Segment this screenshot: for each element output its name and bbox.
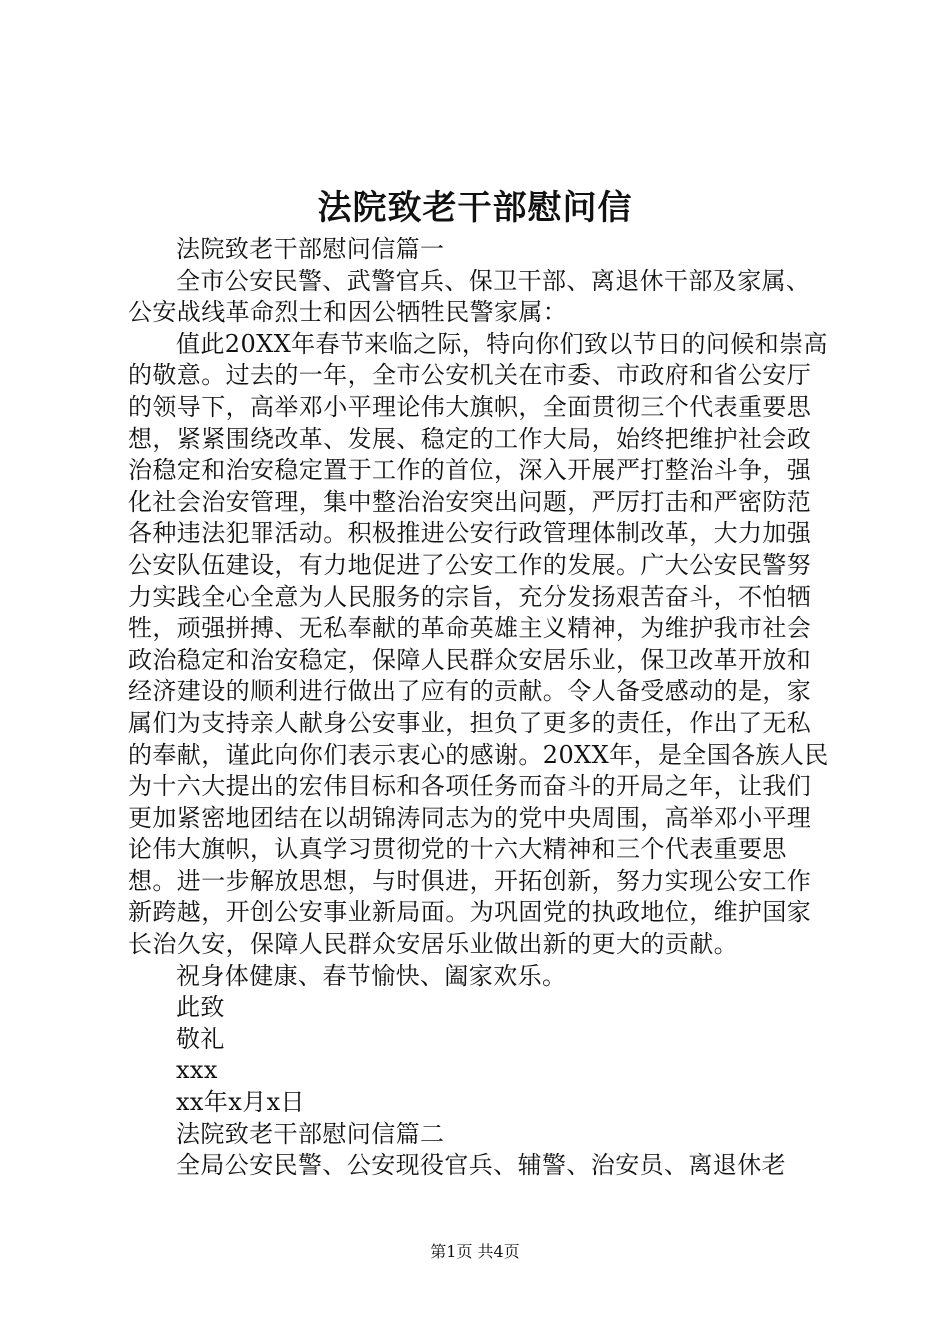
closing-line-1: 此致 — [176, 993, 225, 1022]
second-letter-opening: 全局公安民警、公安现役官兵、辅警、治安员、离退休老 — [176, 1151, 786, 1180]
main-body-paragraph: 值此20XX年春节来临之际，特向你们致以节日的问候和崇高的敬意。过去的一年，全市公安机关在市委、市政府和省公安厅的领导下，高举邓小平理论伟大旗帜，全面贯彻三个代表重要思想，紧紧围绕改革、发展、稳定的工作大局，始终把维护社会政治稳定和治安稳定置于工作的首位，深入开展严打整治斗争，强化社会治安管理，集中整治治安突出问题，严厉打击和严密防范各种违法犯罪活动。积极推进公安行政管理体制改革，大力加强公安队伍建设，有力地促进了公安工作的发展。广大公安民警努力实践全心全意为人民服务的宗旨，充分发扬艰苦奋斗，不怕牺牲，顽强拼搏、无私奉献的革命英雄主义精神，为维护我市社会政治稳定和治安稳定，保障人民群众安居乐业，保卫改革开放和经济建设的顺利进行做出了应有的贡献。令人备受感动的是，家属们为支持亲人献身公安事业，担负了更多的责任，作出了无私的奉献，谨此向你们表示衷心的感谢。20XX年，是全国各族人民为十六大提出的宏伟目标和各项任务而奋斗的开局之年，让我们更加紧密地团结在以胡锦涛同志为的党中央周围，高举邓小平理论伟大旗帜，认真学习贯彻党的十六大精神和三个代表重要思想。进一步解放思想，与时俱进，开拓创新，努力实现公安工作新跨越，开创公安事业新局面。为巩固党的执政地位，维护国家长治久安，保障人民群众安居乐业做出新的更大的贡献。 — [128, 329, 829, 959]
date-line: xx年x月x日 — [176, 1088, 305, 1117]
closing-line-2: 敬礼 — [176, 1024, 225, 1053]
document-title: 法院致老干部慰问信 — [317, 188, 633, 228]
section-heading-1: 法院致老干部慰问信篇一 — [176, 235, 445, 263]
section-heading-2: 法院致老干部慰问信篇二 — [176, 1119, 445, 1148]
salutation-paragraph: 全市公安民警、武警官兵、保卫干部、离退休干部及家属、公安战线革命烈士和因公牺牲民警家属： — [128, 266, 811, 327]
document-body — [128, 234, 834, 1182]
page-number-footer: 第1页 共4页 — [430, 1242, 520, 1261]
signature-line: xxx — [176, 1056, 218, 1085]
wishes-line: 祝身体健康、春节愉快、阖家欢乐。 — [176, 961, 567, 990]
